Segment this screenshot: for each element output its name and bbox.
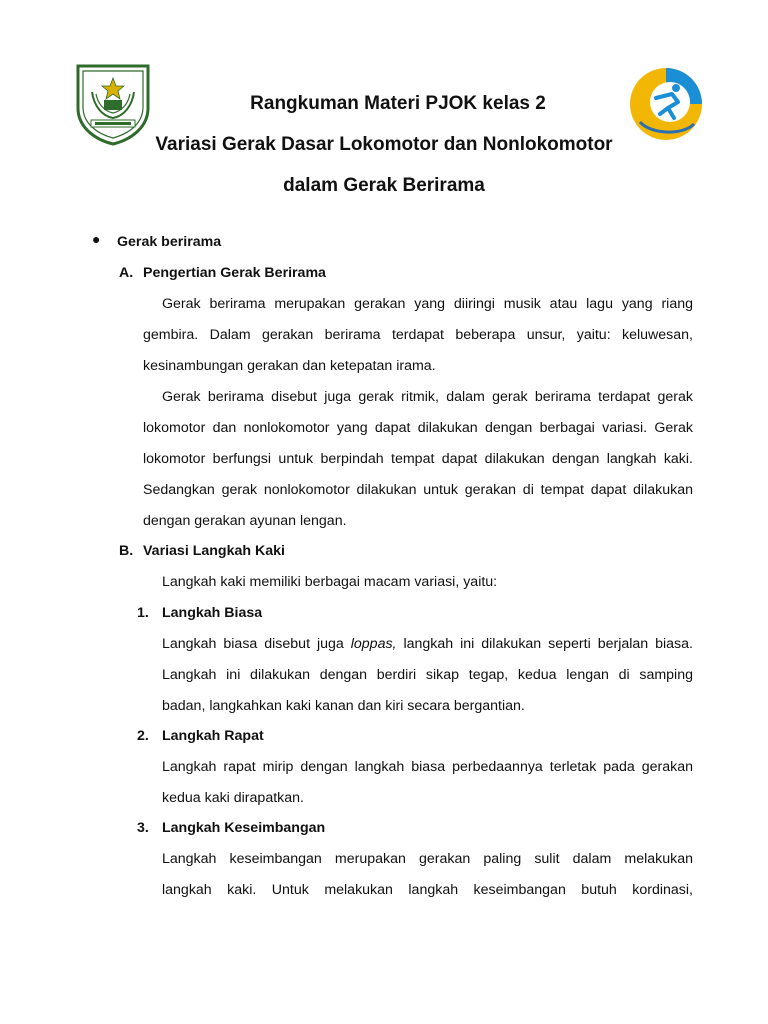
item-3-heading: Langkah Keseimbangan — [162, 820, 326, 836]
title-line-2: Variasi Gerak Dasar Lokomotor dan Nonlokomotor — [155, 134, 613, 155]
title-line-1: Rangkuman Materi PJOK kelas 2 — [250, 93, 546, 114]
text-line: Langkah ini dilakukan dengan berdiri sikap tegap, kedua lengan di samping — [162, 667, 693, 683]
text-line: gembira. Dalam gerakan berirama terdapat beberapa unsur, yaitu: keluwesan, — [143, 327, 693, 343]
section-b-marker: B. — [119, 543, 134, 559]
section-b-heading: Variasi Langkah Kaki — [143, 543, 285, 559]
item-2-body — [162, 752, 693, 814]
section-b-intro: Langkah kaki memiliki berbagai macam variasi, yaitu: — [162, 574, 498, 590]
text-line: kedua kaki dirapatkan. — [162, 790, 304, 806]
section-a-paragraph-1 — [143, 289, 693, 382]
text-line: Langkah rapat mirip dengan langkah biasa perbedaannya terletak pada gerakan — [162, 759, 693, 775]
text-line: Sedangkan gerak nonlokomotor dilakukan untuk gerakan di tempat dapat dilakukan — [143, 482, 693, 498]
bullet-heading: Gerak berirama — [117, 234, 222, 250]
text-line: lokomotor berfungsi untuk berpindah tempat dapat dilakukan dengan langkah kaki. — [143, 451, 693, 467]
text-line: Gerak berirama disebut juga gerak ritmik, dalam gerak berirama terdapat gerak — [162, 389, 693, 405]
text-line: Gerak berirama merupakan gerakan yang diiringi musik atau lagu yang riang — [162, 296, 693, 312]
item-3-number: 3. — [137, 820, 149, 836]
text-line: badan, langkahkan kaki kanan dan kiri secara bergantian. — [162, 698, 525, 714]
item-2-number: 2. — [137, 728, 149, 744]
item-2-heading: Langkah Rapat — [162, 728, 264, 744]
text-line: Langkah keseimbangan merupakan gerakan paling sulit dalam melakukan — [162, 851, 693, 867]
text-line: dengan gerakan ayunan lengan. — [143, 513, 347, 529]
item-1-number: 1. — [137, 605, 149, 621]
title-line-3: dalam Gerak Berirama — [283, 175, 485, 196]
text-line: Langkah biasa disebut juga loppas, langkah ini dilakukan seperti berjalan biasa. — [162, 636, 693, 652]
item-1-heading: Langkah Biasa — [162, 605, 263, 621]
item-1-body — [162, 629, 693, 722]
section-a-marker: A. — [119, 265, 134, 281]
text-line: kesinambungan gerakan dan ketepatan irama. — [143, 358, 436, 374]
text-line: lokomotor dan nonlokomotor yang dapat dilakukan dengan berbagai variasi. Gerak — [143, 420, 693, 436]
text-line: langkah kaki. Untuk melakukan langkah keseimbangan butuh kordinasi, — [162, 882, 693, 898]
item-3-body — [162, 844, 693, 906]
section-a-paragraph-2 — [143, 382, 693, 537]
bullet-marker: ● — [92, 231, 101, 247]
section-a-heading: Pengertian Gerak Berirama — [143, 265, 326, 281]
